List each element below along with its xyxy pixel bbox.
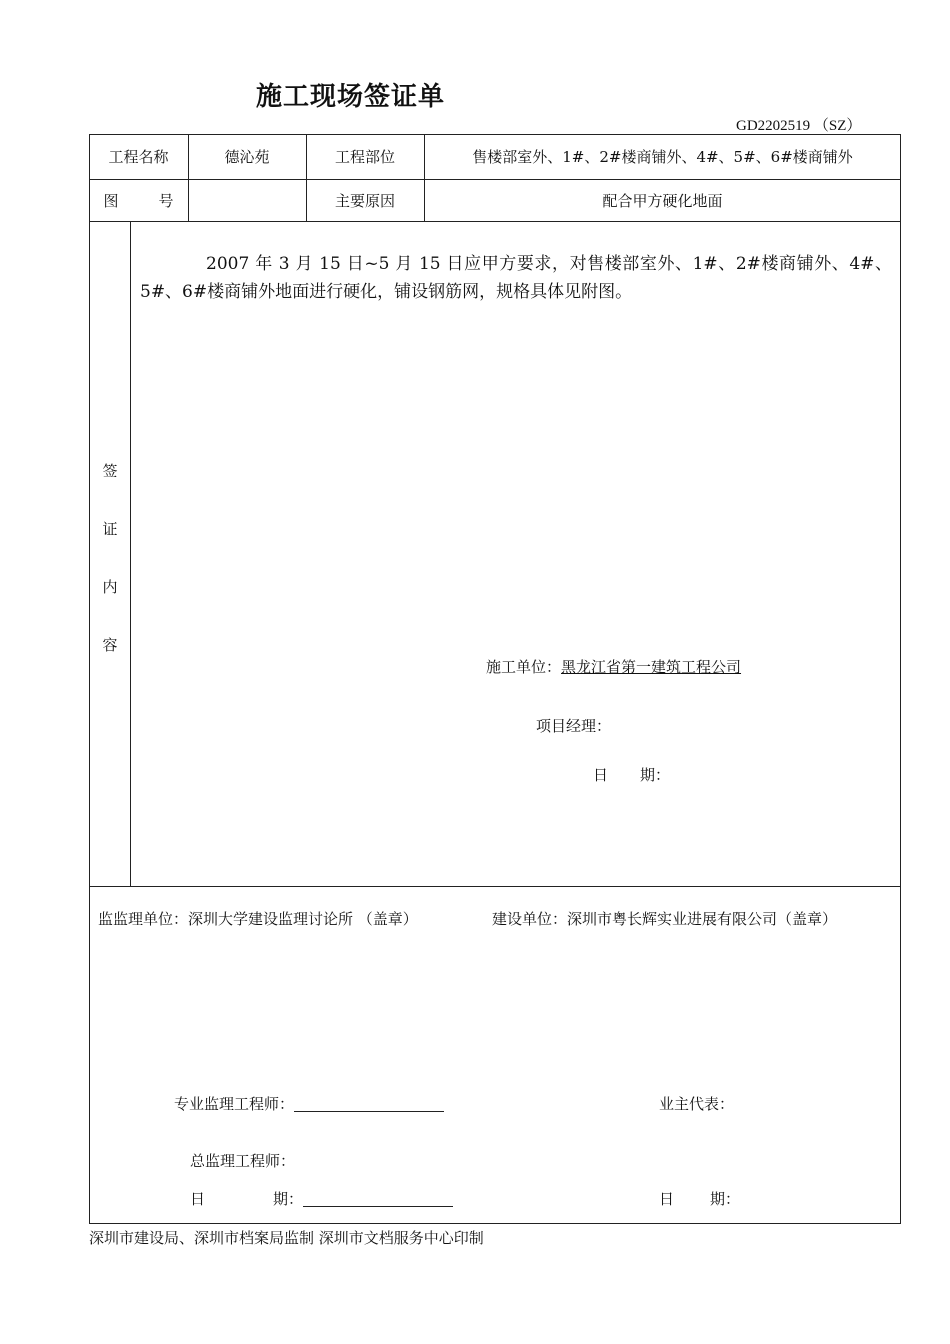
label-project-part: 工程部位 bbox=[334, 148, 395, 166]
row-divider bbox=[89, 221, 901, 222]
footer-note: 深圳市建设局、深圳市档案局监制 深圳市文档服务中心印制 bbox=[89, 1229, 484, 1247]
date-label-char: 日 bbox=[593, 766, 609, 784]
contractor-name: 黑龙江省第一建筑工程公司 bbox=[561, 658, 742, 676]
content-paragraph: 2007 年 3 月 15 日~5 月 15 日应甲方要求，对售楼部室外、1#、2#楼商铺外、4#、5#、6#楼商铺外地面进行硬化，铺设钢筋网，规格具体见附图。 bbox=[140, 254, 892, 302]
owner-unit: 建设单位：深圳市粤长辉实业进展有限公司（盖章） bbox=[492, 910, 838, 928]
chief-engineer: 总监理工程师： bbox=[190, 1152, 296, 1170]
supervision-unit: 监监理单位：深圳大学建设监理讨论所 （盖章） bbox=[98, 910, 418, 928]
project-part: 售楼部室外、1#、2#楼商铺外、4#、5#、6#楼商铺外 bbox=[472, 148, 853, 166]
date-label-char: 日 bbox=[659, 1190, 675, 1208]
date-label-char: 期： bbox=[273, 1190, 304, 1208]
owner-representative: 业主代表： bbox=[659, 1095, 735, 1113]
professional-engineer bbox=[174, 1093, 444, 1114]
professional-engineer-label: 专业监理工程师： bbox=[174, 1095, 295, 1113]
content-label-char: 容 bbox=[102, 636, 118, 654]
label-drawing-no-char-1: 图 bbox=[103, 191, 119, 210]
signature-blank bbox=[294, 1095, 444, 1112]
project-name: 德沁苑 bbox=[224, 148, 270, 166]
content-label-char: 证 bbox=[102, 520, 118, 538]
date-blank bbox=[303, 1190, 453, 1207]
date-label-char: 日 bbox=[190, 1190, 206, 1208]
document-number: GD2202519 （SZ） bbox=[736, 118, 862, 134]
label-drawing-no bbox=[89, 179, 188, 221]
owner-date bbox=[659, 1188, 740, 1209]
column-divider bbox=[130, 221, 131, 886]
contractor-label: 施工单位： bbox=[486, 658, 562, 676]
contractor-line bbox=[486, 656, 741, 677]
label-reason: 主要原因 bbox=[334, 191, 395, 210]
supervision-date bbox=[190, 1188, 453, 1209]
contractor-date bbox=[593, 764, 670, 785]
drawing-no bbox=[188, 179, 306, 221]
reason: 配合甲方硬化地面 bbox=[602, 191, 723, 210]
content-label-char: 签 bbox=[102, 462, 118, 480]
content-text bbox=[140, 250, 892, 306]
label-project-name: 工程名称 bbox=[108, 148, 169, 166]
project-manager-label: 项目经理： bbox=[536, 717, 612, 735]
date-label-char: 期： bbox=[710, 1190, 741, 1208]
content-label-char: 内 bbox=[102, 578, 118, 596]
date-label-char: 期： bbox=[640, 766, 671, 784]
form-title: 施工现场签证单 bbox=[256, 82, 446, 112]
label-drawing-no-char-2: 号 bbox=[158, 191, 174, 210]
row-divider bbox=[89, 886, 901, 887]
